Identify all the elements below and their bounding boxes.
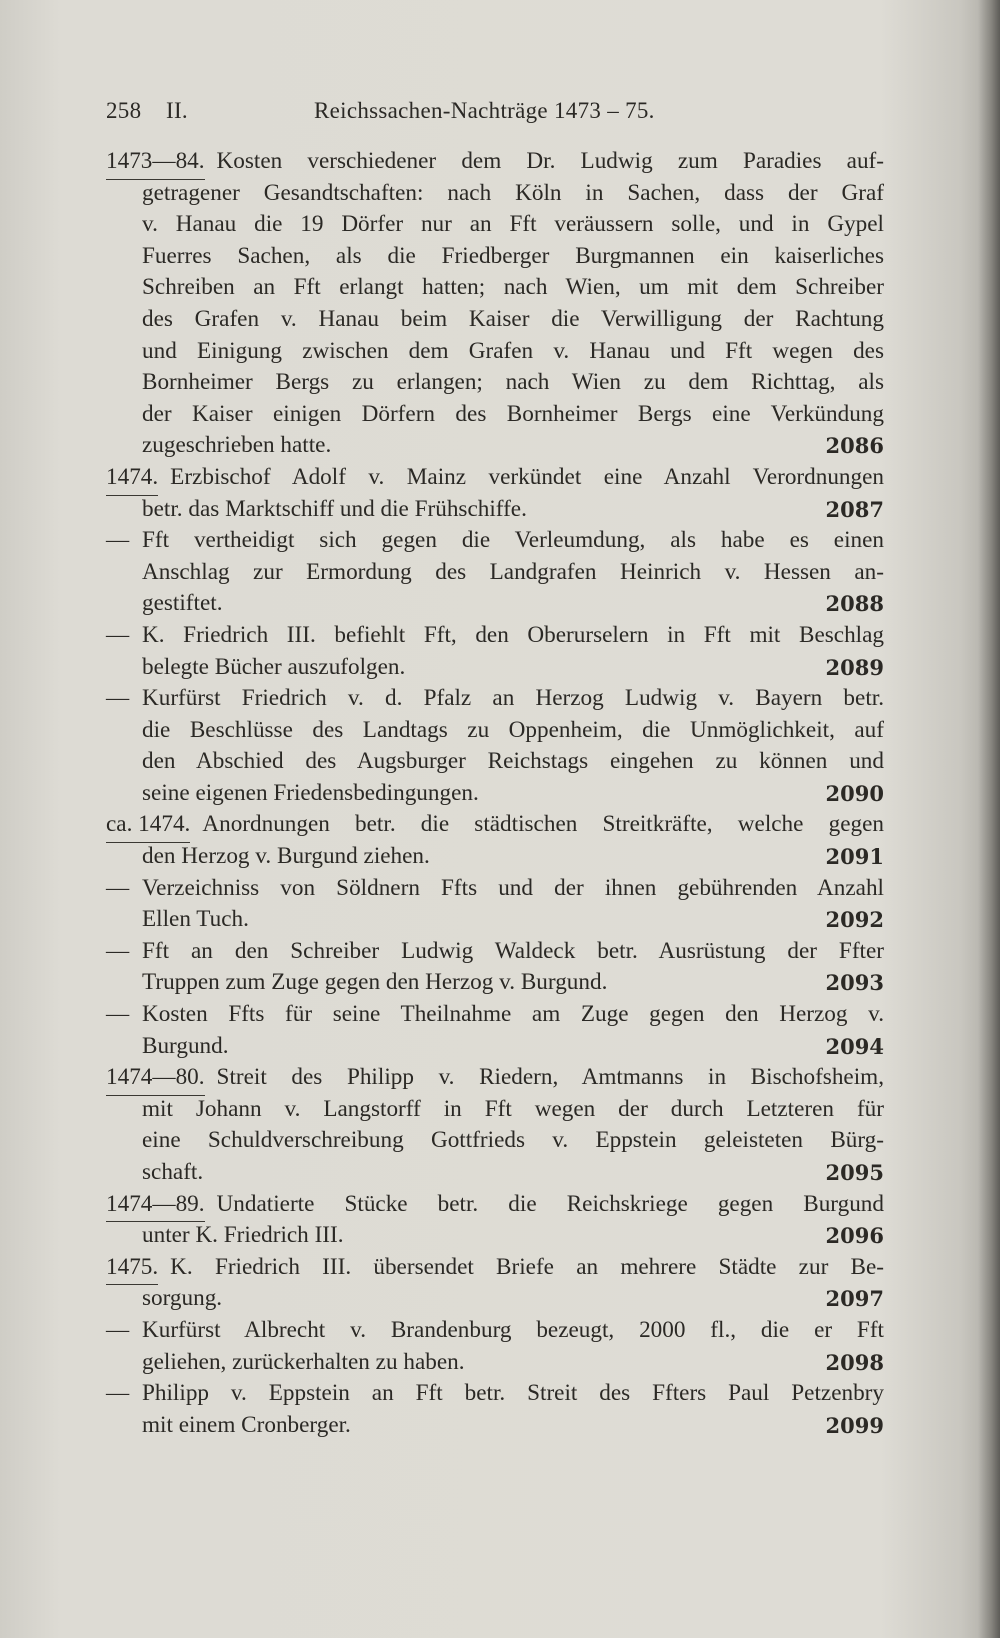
entry-text: K. Friedrich III. befiehlt Fft, den Oberurselern in Fft mit Beschlag [142, 621, 884, 648]
entry-text: Anordnungen betr. die städtischen Streitkräfte, welche gegen [202, 811, 884, 838]
entry-number: 2086 [825, 433, 884, 459]
entry-line [106, 304, 884, 336]
entry-text: geliehen, zurückerhalten zu haben. [142, 1348, 465, 1375]
entry-date: — [106, 621, 130, 648]
entry-line [106, 841, 884, 873]
register-entry [106, 936, 884, 999]
entry-text: des Grafen v. Hanau beim Kaiser die Verwilligung der Rachtung [142, 305, 884, 332]
entry-number: 2097 [825, 1286, 884, 1312]
entry-text: Undatierte Stücke betr. die Reichskriege gegen Burgund [216, 1190, 884, 1217]
entry-line [106, 209, 884, 241]
entry-date: — [106, 1316, 130, 1343]
running-title: Reichssachen-Nachträge 1473 – 75. [314, 98, 655, 123]
entry-text: sorgung. [142, 1285, 223, 1312]
entry-text: Burgund. [142, 1032, 229, 1059]
entry-text: Fft vertheidigt sich gegen die Verleumdung, als habe es einen [142, 527, 884, 554]
entry-line [106, 1189, 884, 1221]
register-entry [106, 1315, 884, 1378]
entry-text: mit einem Cronberger. [142, 1411, 351, 1438]
register-entry [106, 999, 884, 1062]
entry-text: Fft an den Schreiber Ludwig Waldeck betr. Ausrüstung der Ffter [142, 937, 884, 964]
register-entry [106, 146, 884, 462]
entry-line [106, 1220, 884, 1252]
entry-text: Schreiben an Fft erlangt hatten; nach Wien, um mit dem Schreiber [142, 274, 884, 301]
entry-line [106, 367, 884, 399]
entry-text: gestiftet. [142, 590, 223, 617]
entry-text: getragener Gesandtschaften: nach Köln in Sachen, dass der Graf [142, 179, 884, 206]
entry-line [106, 1347, 884, 1379]
entry-date: 1474—80. [106, 1062, 205, 1096]
entry-line [106, 1410, 884, 1442]
entry-text: betr. das Marktschiff und die Frühschiffe. [142, 495, 527, 522]
entry-text: eine Schuldverschreibung Gottfrieds v. Eppstein geleisteten Bürg- [142, 1127, 884, 1154]
entry-number: 2091 [825, 844, 884, 870]
entry-text: und Einigung zwischen dem Grafen v. Hanau und Fft wegen des [142, 337, 884, 364]
page-header [106, 98, 686, 132]
entry-number: 2088 [825, 591, 884, 617]
entry-text: Streit des Philipp v. Riedern, Amtmanns in Bischofsheim, [216, 1064, 884, 1091]
entry-number: 2092 [825, 907, 884, 933]
entry-date: 1473—84. [106, 146, 205, 180]
entry-line [106, 904, 884, 936]
section-number: II. [166, 98, 188, 123]
entry-date: — [106, 874, 130, 901]
entry-text: Fuerres Sachen, als die Friedberger Burgmannen ein kaiserliches [142, 242, 884, 269]
entry-line [106, 399, 884, 431]
entry-text: Truppen zum Zuge gegen den Herzog v. Burgund. [142, 969, 608, 996]
entry-line [106, 494, 884, 526]
entry-line [106, 588, 884, 620]
register-entry [106, 683, 884, 809]
entry-line [106, 1062, 884, 1094]
register-entry [106, 525, 884, 620]
entry-text: Kurfürst Albrecht v. Brandenburg bezeugt, 2000 fl., die er Fft [142, 1316, 884, 1343]
entry-line [106, 967, 884, 999]
entry-line [106, 557, 884, 589]
entry-line [106, 999, 884, 1031]
register-entry [106, 873, 884, 936]
entry-date: 1474. [106, 462, 158, 496]
entry-number: 2096 [825, 1223, 884, 1249]
entry-line [106, 241, 884, 273]
entry-line [106, 430, 884, 462]
entry-text: zugeschrieben hatte. [142, 432, 332, 459]
entry-text: mit Johann v. Langstorff in Fft wegen der durch Letzteren für [142, 1095, 884, 1122]
entry-line [106, 178, 884, 210]
register-entry [106, 462, 884, 525]
register-entry [106, 1189, 884, 1252]
entry-line [106, 146, 884, 178]
entry-date: — [106, 1380, 130, 1407]
entry-number: 2099 [825, 1412, 884, 1438]
entry-date: — [106, 1001, 130, 1028]
entry-date: ca. 1474. [106, 809, 190, 843]
entry-line [106, 462, 884, 494]
entry-text: die Beschlüsse des Landtags zu Oppenheim, die Unmöglichkeit, auf [142, 716, 884, 743]
entry-text: Kurfürst Friedrich v. d. Pfalz an Herzog Ludwig v. Bayern betr. [142, 685, 884, 712]
register-entry [106, 1252, 884, 1315]
entry-line [106, 1378, 884, 1410]
register-entries [106, 146, 884, 1441]
entry-line [106, 525, 884, 557]
register-entry [106, 620, 884, 683]
entry-line [106, 336, 884, 368]
entry-text: den Herzog v. Burgund ziehen. [142, 843, 430, 870]
register-entry [106, 809, 884, 872]
entry-number: 2090 [825, 780, 884, 806]
entry-text: Verzeichniss von Söldnern Ffts und der ihnen gebührenden Anzahl [142, 874, 884, 901]
entry-number: 2094 [825, 1033, 884, 1059]
entry-text: Erzbischof Adolf v. Mainz verkündet eine Anzahl Verordnungen [170, 463, 884, 490]
entry-date: — [106, 685, 130, 712]
entry-line [106, 1315, 884, 1347]
entry-number: 2098 [825, 1349, 884, 1375]
entry-text: schaft. [142, 1159, 204, 1185]
entry-line [106, 809, 884, 841]
entry-number: 2089 [825, 654, 884, 680]
entry-line [106, 715, 884, 747]
entry-text: v. Hanau die 19 Dörfer nur an Fft veräussern solle, und in Gypel [142, 211, 884, 238]
entry-number: 2095 [825, 1160, 884, 1185]
entry-text: Anschlag zur Ermordung des Landgrafen Heinrich v. Hessen an- [142, 558, 884, 585]
entry-text: K. Friedrich III. übersendet Briefe an mehrere Städte zur Be- [170, 1253, 884, 1280]
entry-text: der Kaiser einigen Dörfern des Bornheimer Bergs eine Verkündung [142, 400, 884, 427]
entry-text: Ellen Tuch. [142, 906, 249, 933]
entry-date: — [106, 937, 130, 964]
register-entry [106, 1062, 884, 1188]
entry-line [106, 1157, 884, 1189]
entry-text: Kosten verschiedener dem Dr. Ludwig zum Paradies auf- [216, 148, 884, 174]
entry-line [106, 936, 884, 968]
entry-line [106, 683, 884, 715]
page-number: 258 [106, 98, 142, 123]
entry-date: 1474—89. [106, 1189, 205, 1223]
entry-line [106, 778, 884, 810]
register-entry [106, 1378, 884, 1441]
entry-line [106, 1031, 884, 1063]
entry-text: den Abschied des Augsburger Reichstags eingehen zu können und [142, 748, 884, 775]
entry-text: seine eigenen Friedensbedingungen. [142, 779, 479, 806]
entry-line [106, 620, 884, 652]
entry-line [106, 272, 884, 304]
entry-text: Kosten Ffts für seine Theilnahme am Zuge gegen den Herzog v. [142, 1001, 884, 1028]
entry-line [106, 746, 884, 778]
page-spine-shadow [978, 0, 1000, 1638]
entry-line [106, 652, 884, 684]
entry-line [106, 1094, 884, 1126]
entry-date: 1475. [106, 1252, 158, 1286]
entry-text: Philipp v. Eppstein an Fft betr. Streit des Ffters Paul Petzenbry [142, 1380, 884, 1407]
entry-number: 2093 [825, 970, 884, 996]
entry-text: Bornheimer Bergs zu erlangen; nach Wien zu dem Richttag, als [142, 369, 884, 396]
entry-line [106, 1252, 884, 1284]
entry-line [106, 1125, 884, 1157]
entry-text: unter K. Friedrich III. [142, 1222, 344, 1249]
entry-line [106, 873, 884, 905]
entry-date: — [106, 527, 130, 554]
entry-number: 2087 [825, 496, 884, 522]
entry-text: belegte Bücher auszufolgen. [142, 653, 406, 680]
entry-line [106, 1283, 884, 1315]
